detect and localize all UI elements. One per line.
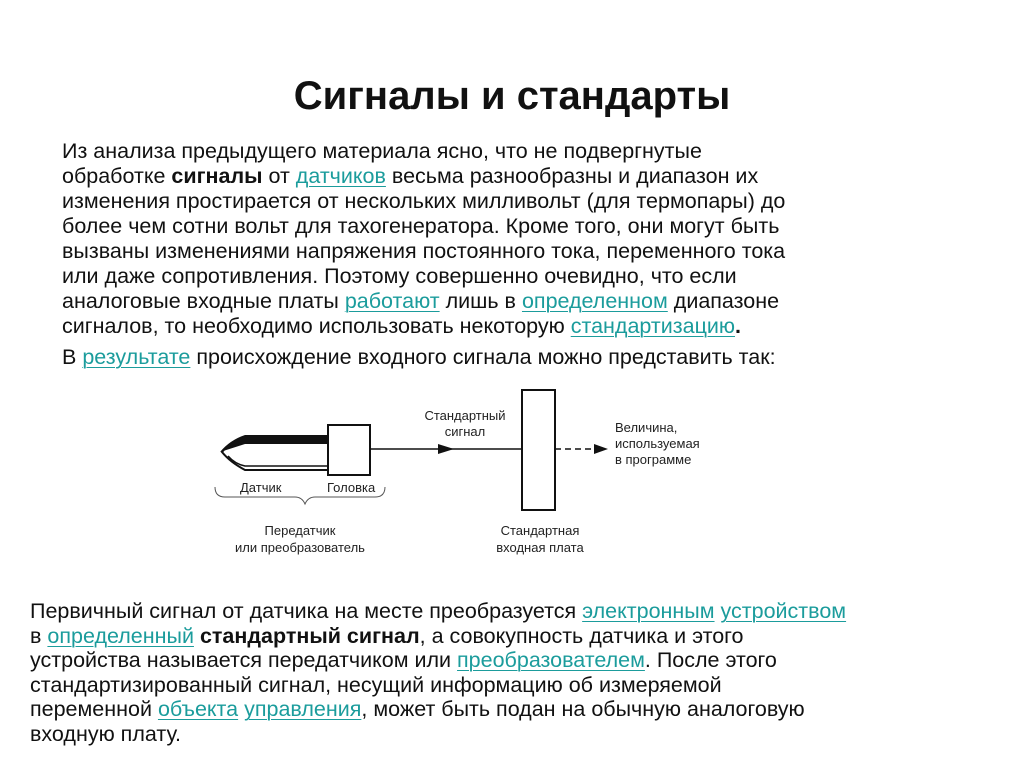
conclusion-paragraph <box>30 599 846 747</box>
term-link[interactable]: управления <box>244 697 362 722</box>
term-link[interactable]: устройством <box>720 599 847 623</box>
label-head: Головка <box>327 480 376 495</box>
text-line <box>62 214 785 239</box>
text-line <box>62 345 776 370</box>
term-link[interactable]: объекта <box>157 697 239 722</box>
text-line <box>62 289 785 314</box>
slide-title: Сигналы и стандарты <box>293 74 731 118</box>
signal-flow-diagram <box>200 380 800 570</box>
text-segment: вызваны изменениями напряжения постоянного тока, переменного тока <box>62 239 786 263</box>
text-segment: . После этого <box>644 648 777 673</box>
text-segment: происхождение входного сигнала можно представить так: <box>190 345 776 369</box>
text-segment: , а совокупность датчика и этого <box>419 623 744 648</box>
text-segment: входную плату. <box>30 721 182 746</box>
text-segment: или даже сопротивления. Поэтому совершенно очевидно, что если <box>62 264 737 288</box>
text-line <box>30 624 846 649</box>
text-segment: более чем сотни вольт для тахогенератора. Кроме того, они могут быть <box>62 214 780 238</box>
term-link[interactable]: стандартизацию <box>570 314 736 338</box>
text-segment: диапазоне <box>667 289 780 313</box>
label-output-1: Величина, <box>615 420 678 435</box>
diagram-intro-paragraph <box>62 345 776 370</box>
text-segment: в <box>30 623 48 648</box>
text-segment: обработке <box>62 164 172 188</box>
sensor-head <box>328 425 370 475</box>
text-segment: лишь в <box>439 289 522 313</box>
text-segment: переменной <box>30 697 158 722</box>
term-link[interactable]: датчиков <box>295 164 386 188</box>
label-sensor: Датчик <box>240 480 282 495</box>
text-line <box>62 139 785 164</box>
label-output-2: используемая <box>615 436 700 451</box>
term-link[interactable]: работают <box>344 289 440 313</box>
label-board-1: Стандартная <box>500 523 580 538</box>
text-segment: , может быть подан на обычную аналоговую <box>361 697 805 722</box>
term-link[interactable]: электронным <box>582 599 715 623</box>
text-segment: сигналов, то необходимо использовать некоторую <box>62 314 571 338</box>
text-segment: от <box>262 164 296 188</box>
intro-paragraph <box>62 139 785 339</box>
text-line <box>30 722 846 747</box>
text-line <box>30 648 846 673</box>
text-segment: Первичный сигнал от датчика на месте преобразуется <box>30 599 583 623</box>
label-signal-2: сигнал <box>444 424 486 439</box>
text-line <box>62 239 785 264</box>
label-board-2: входная плата <box>496 540 584 555</box>
text-segment: В <box>62 345 83 369</box>
text-line <box>62 164 785 189</box>
term-link[interactable]: определенный <box>47 623 194 648</box>
sensor-probe <box>220 435 328 470</box>
label-transmitter-1: Передатчик <box>264 523 336 538</box>
text-line <box>30 673 846 698</box>
arrow-icon <box>594 444 608 454</box>
text-segment: изменения простирается от нескольких милливольт (для термопары) до <box>62 189 786 213</box>
bold-text: стандартный сигнал <box>199 623 420 648</box>
text-line <box>30 599 846 624</box>
text-line <box>62 264 785 289</box>
input-board <box>522 390 555 510</box>
term-link[interactable]: определенном <box>521 289 668 313</box>
bold-text: сигналы <box>171 164 263 188</box>
label-transmitter-2: или преобразователь <box>235 540 365 555</box>
arrow-icon <box>438 444 454 454</box>
text-segment: Из анализа предыдущего материала ясно, что не подвергнутые <box>62 139 702 163</box>
text-line <box>30 697 846 722</box>
term-link[interactable]: преобразователем <box>457 648 645 673</box>
text-segment: стандартизированный сигнал, несущий информацию об измеряемой <box>30 672 722 697</box>
text-segment: аналоговые входные платы <box>62 289 345 313</box>
term-link[interactable]: результате <box>82 345 191 369</box>
label-signal-1: Стандартный <box>424 408 506 423</box>
text-segment: устройства называется передатчиком или <box>30 648 458 673</box>
text-segment: весьма разнообразны и диапазон их <box>385 164 759 188</box>
label-output-3: в программе <box>615 452 692 467</box>
text-line <box>62 189 785 214</box>
bold-text: . <box>735 314 741 338</box>
text-line <box>62 314 785 339</box>
